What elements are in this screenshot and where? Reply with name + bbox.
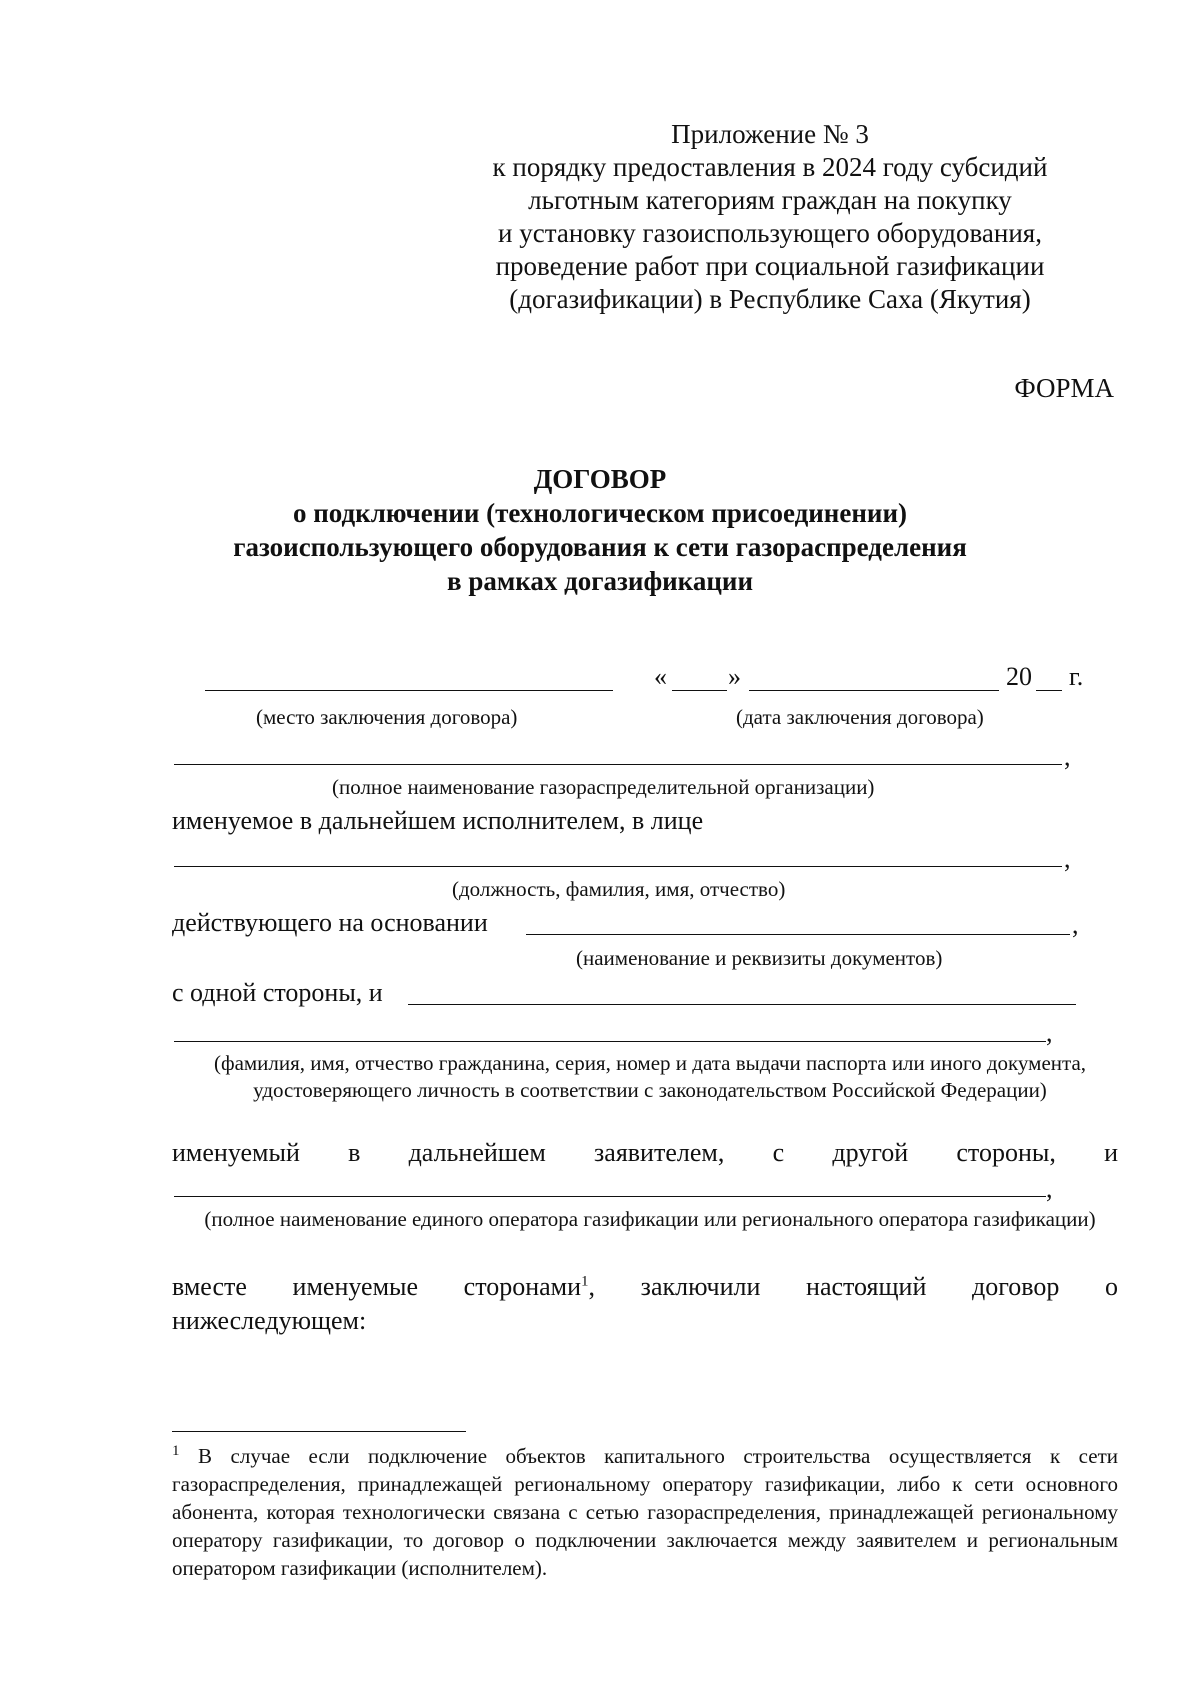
citizen-caption: (фамилия, имя, отчество гражданина, серия, номер и дата выдачи паспорта или иного документа, удостоверяющего личность в соответствии с законодательством Российской Федерации) [213, 1051, 1087, 1102]
appendix-line: льготным категориям граждан на покупку [528, 185, 1012, 215]
citizen-field-2[interactable] [174, 1041, 1046, 1042]
footnote [172, 1442, 1118, 1582]
title-line: о подключении (технологическом присоединении) [293, 498, 907, 528]
operator-caption: (полное наименование единого оператора газификации или регионального оператора газификации) [204, 1207, 1096, 1231]
title-main: ДОГОВОР [533, 464, 667, 494]
place-field[interactable] [205, 690, 613, 691]
basis-text: действующего на основании [172, 908, 488, 937]
representative-caption: (должность, фамилия, имя, отчество) [452, 877, 786, 901]
word: договор [971, 1272, 1060, 1301]
citizen-comma: , [1046, 1018, 1053, 1047]
word: в [348, 1138, 361, 1167]
word: именуемые [292, 1272, 419, 1301]
date-caption: (дата заключения договора) [736, 705, 984, 729]
basis-caption: (наименование и реквизиты документов) [576, 946, 943, 970]
footnote-separator [172, 1431, 466, 1432]
quote-open: « [654, 662, 667, 691]
month-field[interactable] [749, 690, 999, 691]
operator-field[interactable] [174, 1196, 1046, 1197]
representative-comma: , [1064, 844, 1071, 873]
title-line: газоиспользующего оборудования к сети газораспределения [233, 532, 967, 562]
basis-comma: , [1072, 910, 1079, 939]
appendix-line: к порядку предоставления в 2024 году субсидий [492, 152, 1048, 182]
appendix-line: проведение работ при социальной газификации [495, 251, 1045, 281]
operator-comma: , [1046, 1174, 1053, 1203]
word: с [772, 1138, 785, 1167]
quote-close: » [728, 662, 741, 691]
title-line: в рамках догазификации [446, 566, 754, 596]
word: другой [832, 1138, 909, 1167]
form-label: ФОРМА [1014, 373, 1114, 403]
applicant-line [172, 1138, 1118, 1168]
word: вместе [172, 1272, 247, 1301]
together-line [172, 1272, 1118, 1302]
day-field[interactable] [672, 690, 727, 691]
place-caption: (место заключения договора) [256, 705, 518, 729]
contract-title [200, 462, 1000, 598]
basis-field[interactable] [526, 934, 1070, 935]
comma: , [588, 1272, 596, 1301]
appendix-line: Приложение № 3 [671, 119, 869, 149]
citizen-field-1[interactable] [408, 1004, 1076, 1005]
appendix-line: (догазификации) в Республике Саха (Якутия) [509, 284, 1031, 314]
one-side-text: с одной стороны, и [172, 978, 383, 1007]
word-with-footnote [464, 1272, 595, 1302]
word: заявителем, [594, 1138, 725, 1167]
year-field[interactable] [1036, 690, 1062, 691]
organization-caption: (полное наименование газораспределительной организации) [332, 775, 875, 799]
year-suffix: г. [1069, 662, 1084, 691]
word: именуемый [172, 1138, 300, 1167]
appendix-header [440, 118, 1100, 316]
word: дальнейшем [408, 1138, 546, 1167]
footnote-ref: 1 [581, 1273, 589, 1290]
representative-field[interactable] [174, 866, 1062, 867]
footnote-text: В случае если подключение объектов капитального строительства осуществляется к сети газораспределения, принадлежащей региональному оператору газификации, либо к сети основного абонента, которая технологически связана с сетью газораспределения, принадлежащей региональному оператору газификации, то договор о подключении заключается между заявителем и региональным оператором газификации (исполнителем). [172, 1444, 1118, 1580]
word: о [1104, 1272, 1118, 1301]
organization-comma: , [1064, 742, 1071, 771]
word: сторонами [463, 1272, 582, 1301]
organization-field[interactable] [174, 764, 1062, 765]
year-prefix: 20 [1006, 662, 1032, 691]
together-end: нижеследующем: [172, 1306, 367, 1335]
appendix-line: и установку газоиспользующего оборудования, [498, 218, 1042, 248]
word: настоящий [806, 1272, 927, 1301]
executor-text: именуемое в дальнейшем исполнителем, в лице [172, 806, 704, 835]
word: и [1104, 1138, 1118, 1167]
word: заключили [640, 1272, 761, 1301]
word: стороны, [956, 1138, 1056, 1167]
footnote-mark: 1 [172, 1443, 180, 1459]
